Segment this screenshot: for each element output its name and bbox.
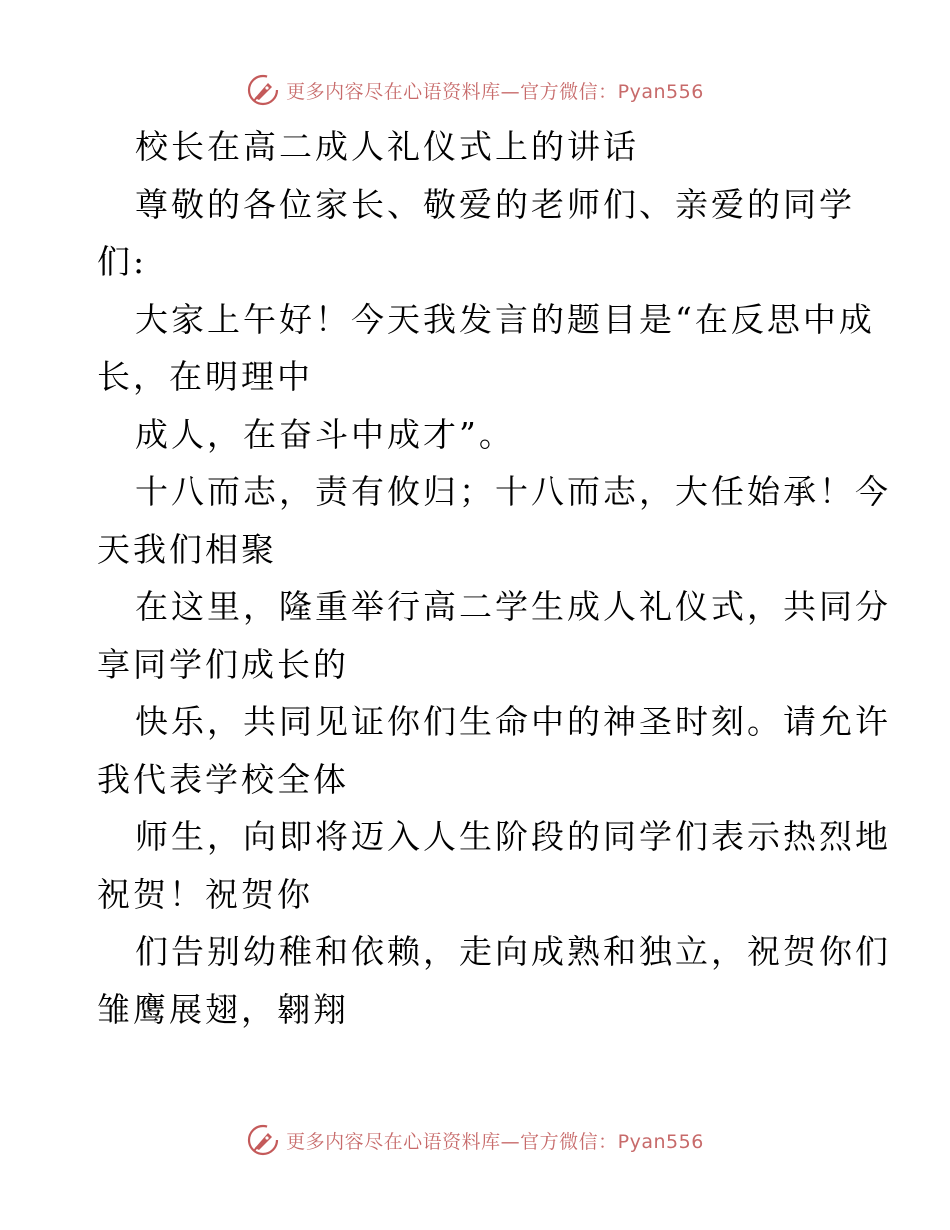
document-body	[97, 118, 891, 1038]
text-line: 师生，向即将迈入人生阶段的同学们表示热烈地	[135, 817, 891, 856]
text-line: 雏鹰展翅，翱翔	[97, 989, 349, 1029]
text-line: 在这里，隆重举行高二学生成人礼仪式，共同分	[135, 587, 891, 626]
text-line: 长，在明理中	[97, 357, 313, 396]
text-line: 天我们相聚	[97, 529, 277, 569]
text-line: 们告别幼稚和依赖，走向成熟和独立，祝贺你们	[135, 932, 891, 971]
document-title: 校长在高二成人礼仪式上的讲话	[135, 127, 639, 166]
text-line: 祝贺！祝贺你	[97, 874, 313, 914]
watermark-text: 更多内容尽在心语资料库—官方微信：Pyan556	[286, 1130, 704, 1153]
text-line: 尊敬的各位家长、敬爱的老师们、亲爱的同学	[135, 184, 855, 224]
text-line: 们:	[97, 242, 148, 281]
header-watermark	[0, 70, 950, 110]
text-line: 大家上午好！今天我发言的题目是“在反思中成	[135, 299, 875, 339]
footer-watermark	[0, 1120, 950, 1160]
text-line: 快乐，共同见证你们生命中的神圣时刻。请允许	[135, 702, 891, 741]
pen-nib-logo-icon	[246, 1123, 280, 1157]
pen-nib-logo-icon	[246, 73, 280, 107]
text-line: 我代表学校全体	[97, 759, 349, 799]
watermark-text: 更多内容尽在心语资料库—官方微信：Pyan556	[286, 80, 704, 103]
text-line: 成人，在奋斗中成才”。	[135, 414, 515, 454]
text-line: 十八而志，责有攸归；十八而志，大任始承！今	[135, 472, 891, 511]
text-line: 享同学们成长的	[97, 644, 349, 684]
